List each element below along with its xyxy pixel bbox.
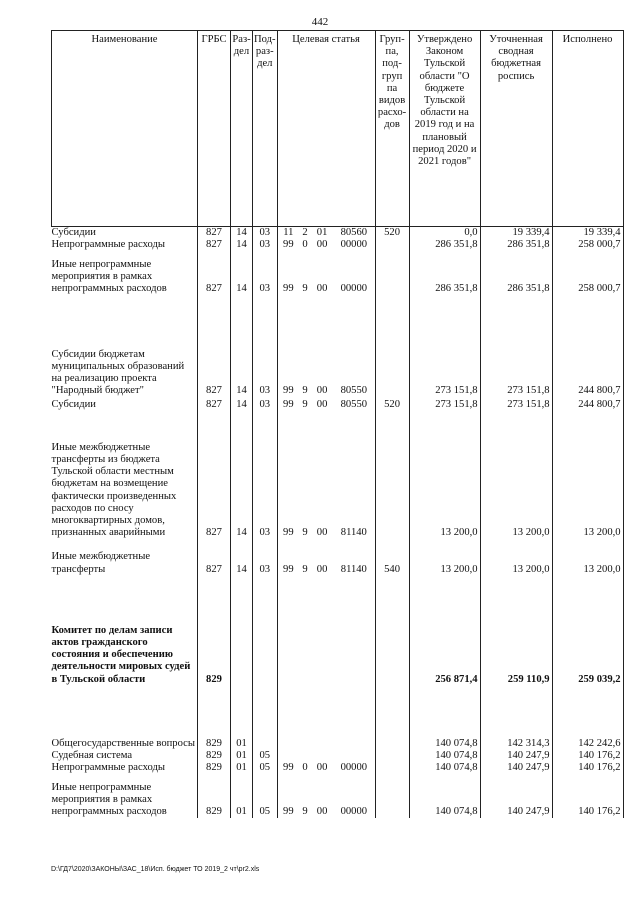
cell-name: Иные межбюджетные трансферты из бюджета Тульской области местным бюджетам на возмещение фактически произведенных расходов по сносу многоквартирных домов, признанных аварийными [51, 441, 177, 539]
cell-razdel: 01 [231, 774, 253, 818]
cell-podrazdel: 05 [253, 750, 278, 762]
cell-target-1: 99 [277, 251, 299, 295]
cell-grbs: 829 [198, 706, 231, 750]
cell-target-2: 9 [302, 283, 308, 295]
cell-grbs: 827 [198, 239, 231, 251]
header-revised: Уточненная сводная бюджетная роспись [480, 31, 552, 227]
cell-target-4 [333, 750, 375, 762]
header-razdel: Раз-дел [231, 31, 253, 227]
cell-podrazdel: 03 [253, 397, 278, 411]
cell-target-1: 11 [277, 227, 299, 240]
cell-approved: 140 074,8 [409, 706, 480, 750]
cell-revised: 142 314,3 [480, 706, 552, 750]
cell-revised: 19 339,4 [480, 227, 552, 240]
table-row [52, 313, 624, 397]
cell-executed: 19 339,4 [552, 227, 623, 240]
cell-target-3: 00 [316, 806, 328, 818]
cell-group [375, 576, 409, 686]
cell-executed: 13 200,0 [552, 551, 623, 575]
cell-podrazdel: 03 [253, 251, 278, 295]
cell-target-3: 01 [316, 227, 328, 238]
cell-executed: 142 242,6 [552, 706, 623, 750]
cell-revised: 140 247,9 [480, 750, 552, 762]
cell-target-3 [311, 750, 333, 762]
cell-name: Общегосударственные вопросы [51, 737, 195, 749]
spacer-row [52, 539, 624, 551]
cell-revised: 140 247,9 [480, 774, 552, 818]
cell-grbs: 827 [198, 313, 231, 397]
cell-name: Комитет по делам записи актов гражданского состояния и обеспечению деятельности мировых судей в Тульской области [51, 624, 191, 685]
cell-group [375, 239, 409, 251]
cell-podrazdel: 03 [253, 313, 278, 397]
header-executed: Исполнено [552, 31, 623, 227]
cell-target-4: 80550 [340, 385, 368, 397]
table-body [52, 227, 624, 819]
cell-group [375, 313, 409, 397]
cell-target-2: 9 [302, 806, 308, 818]
cell-target-4: 81140 [340, 527, 367, 539]
cell-razdel: 14 [231, 251, 253, 295]
cell-podrazdel: 05 [253, 762, 278, 774]
cell-target-2: 9 [302, 527, 308, 539]
header-podrazdel: Под-раз-дел [253, 31, 278, 227]
cell-approved: 273 151,8 [409, 397, 480, 411]
cell-podrazdel: 03 [253, 227, 278, 240]
cell-group [375, 411, 409, 539]
cell-target-3 [311, 706, 333, 750]
cell-target-1: 99 [277, 551, 299, 575]
cell-target-1 [277, 576, 299, 686]
table-row [52, 397, 624, 411]
cell-revised: 273 151,8 [480, 313, 552, 397]
page-number: 442 [311, 16, 329, 28]
cell-target-4: 00000 [340, 806, 368, 818]
cell-target-1 [277, 750, 299, 762]
cell-target-1: 99 [277, 762, 299, 774]
footer-file-path: D:\ГД7\2020\ЗАКОНЫ\ЗАС_18\Исп. бюджет ТО 2019_2 чт\pr2.xls [51, 866, 260, 873]
cell-executed: 140 176,2 [552, 762, 623, 774]
cell-executed: 258 000,7 [552, 239, 623, 251]
cell-name: Иные непрограммные мероприятия в рамках непрограммных расходов [51, 258, 167, 295]
cell-approved: 273 151,8 [409, 313, 480, 397]
cell-group: 520 [375, 227, 409, 240]
cell-target-2: 9 [302, 399, 308, 411]
cell-podrazdel [253, 706, 278, 750]
cell-name: Судебная система [51, 749, 133, 761]
cell-name: Субсидии бюджетам муниципальных образований на реализацию проекта "Народный бюджет" [51, 348, 185, 397]
cell-target-3: 00 [316, 399, 328, 411]
header-approved: Утверждено Законом Тульской области "О бюджете Тульской области на 2019 год и на плановый период 2020 и 2021 годов" [409, 31, 480, 227]
table-row [52, 251, 624, 295]
cell-target-4 [333, 576, 375, 686]
cell-revised: 286 351,8 [480, 251, 552, 295]
cell-executed: 244 800,7 [552, 397, 623, 411]
cell-grbs: 829 [198, 576, 231, 686]
cell-grbs: 827 [198, 251, 231, 295]
table-row [52, 411, 624, 539]
cell-razdel [231, 576, 253, 686]
cell-name: Иные непрограммные мероприятия в рамках непрограммных расходов [51, 781, 167, 818]
cell-approved: 13 200,0 [409, 551, 480, 575]
cell-approved: 140 074,8 [409, 762, 480, 774]
cell-revised: 259 110,9 [480, 576, 552, 686]
cell-group [375, 762, 409, 774]
cell-executed: 140 176,2 [552, 774, 623, 818]
cell-target-4: 00000 [340, 283, 368, 295]
cell-razdel: 14 [231, 397, 253, 411]
cell-executed: 259 039,2 [552, 576, 623, 686]
table-row [52, 576, 624, 686]
cell-razdel: 14 [231, 551, 253, 575]
header-grbs: ГРБС [198, 31, 231, 227]
cell-target-1 [277, 706, 299, 750]
cell-target-1: 99 [277, 774, 299, 818]
cell-target-2 [299, 750, 311, 762]
cell-grbs: 829 [198, 774, 231, 818]
cell-group [375, 706, 409, 750]
table-row [52, 762, 624, 774]
spacer-row [52, 686, 624, 706]
table-row [52, 706, 624, 750]
cell-podrazdel [253, 576, 278, 686]
header-target: Целевая статья [277, 31, 375, 227]
cell-razdel: 14 [231, 313, 253, 397]
cell-podrazdel: 03 [253, 411, 278, 539]
cell-grbs: 829 [198, 750, 231, 762]
cell-razdel: 01 [231, 706, 253, 750]
cell-name: Субсидии [51, 227, 96, 238]
cell-target-4: 80560 [340, 227, 368, 238]
cell-group [375, 774, 409, 818]
cell-target-2: 9 [302, 385, 308, 397]
cell-grbs: 829 [198, 762, 231, 774]
cell-target-3: 00 [316, 527, 328, 539]
header-name: Наименование [52, 31, 198, 227]
cell-razdel: 01 [231, 762, 253, 774]
cell-executed: 140 176,2 [552, 750, 623, 762]
cell-target-1: 99 [277, 411, 299, 539]
cell-razdel: 14 [231, 411, 253, 539]
cell-name: Непрограммные расходы [51, 762, 165, 774]
cell-name: Субсидии [51, 399, 96, 411]
cell-target-4 [333, 706, 375, 750]
cell-target-2 [299, 706, 311, 750]
cell-name: Иные межбюджетные трансферты [51, 551, 151, 575]
cell-target-4: 81140 [340, 563, 367, 575]
cell-target-4: 00000 [340, 239, 368, 251]
cell-group: 520 [375, 397, 409, 411]
cell-target-1: 99 [277, 397, 299, 411]
cell-razdel: 14 [231, 227, 253, 240]
cell-group [375, 750, 409, 762]
cell-approved: 0,0 [409, 227, 480, 240]
cell-target-2: 0 [302, 762, 308, 774]
cell-executed: 258 000,7 [552, 251, 623, 295]
cell-target-2 [299, 576, 311, 686]
cell-revised: 140 247,9 [480, 762, 552, 774]
cell-grbs: 827 [198, 397, 231, 411]
cell-executed: 13 200,0 [552, 411, 623, 539]
cell-approved: 286 351,8 [409, 251, 480, 295]
cell-razdel: 01 [231, 750, 253, 762]
cell-revised: 286 351,8 [480, 239, 552, 251]
cell-grbs: 827 [198, 411, 231, 539]
cell-revised: 273 151,8 [480, 397, 552, 411]
header-group: Груп-па, под-груп па видов расхо-дов [375, 31, 409, 227]
cell-target-1: 99 [277, 313, 299, 397]
cell-approved: 256 871,4 [409, 576, 480, 686]
cell-approved: 13 200,0 [409, 411, 480, 539]
cell-revised: 13 200,0 [480, 551, 552, 575]
cell-target-2: 9 [302, 563, 308, 575]
table-row [52, 774, 624, 818]
cell-grbs: 827 [198, 551, 231, 575]
budget-table [51, 30, 624, 818]
cell-target-3: 00 [316, 283, 328, 295]
table-row [52, 239, 624, 251]
cell-group: 540 [375, 551, 409, 575]
cell-name: Непрограммные расходы [51, 239, 165, 251]
cell-target-3: 00 [316, 762, 328, 774]
table-row [52, 750, 624, 762]
cell-target-3: 00 [316, 239, 328, 251]
cell-approved: 140 074,8 [409, 774, 480, 818]
cell-razdel: 14 [231, 239, 253, 251]
cell-target-3: 00 [316, 563, 328, 575]
cell-target-3 [311, 576, 333, 686]
table-header-row [52, 31, 624, 227]
table-row [52, 551, 624, 575]
cell-target-1: 99 [277, 239, 299, 251]
cell-group [375, 251, 409, 295]
cell-approved: 140 074,8 [409, 750, 480, 762]
cell-target-2: 0 [302, 239, 308, 251]
cell-podrazdel: 03 [253, 239, 278, 251]
cell-grbs: 827 [198, 227, 231, 240]
cell-approved: 286 351,8 [409, 239, 480, 251]
cell-executed: 244 800,7 [552, 313, 623, 397]
cell-podrazdel: 03 [253, 551, 278, 575]
cell-target-4: 00000 [340, 762, 368, 774]
cell-target-2: 2 [302, 227, 308, 238]
cell-target-4: 80550 [340, 399, 368, 411]
spacer-row [52, 295, 624, 313]
cell-target-3: 00 [316, 385, 328, 397]
cell-podrazdel: 05 [253, 774, 278, 818]
cell-revised: 13 200,0 [480, 411, 552, 539]
table-row [52, 227, 624, 240]
